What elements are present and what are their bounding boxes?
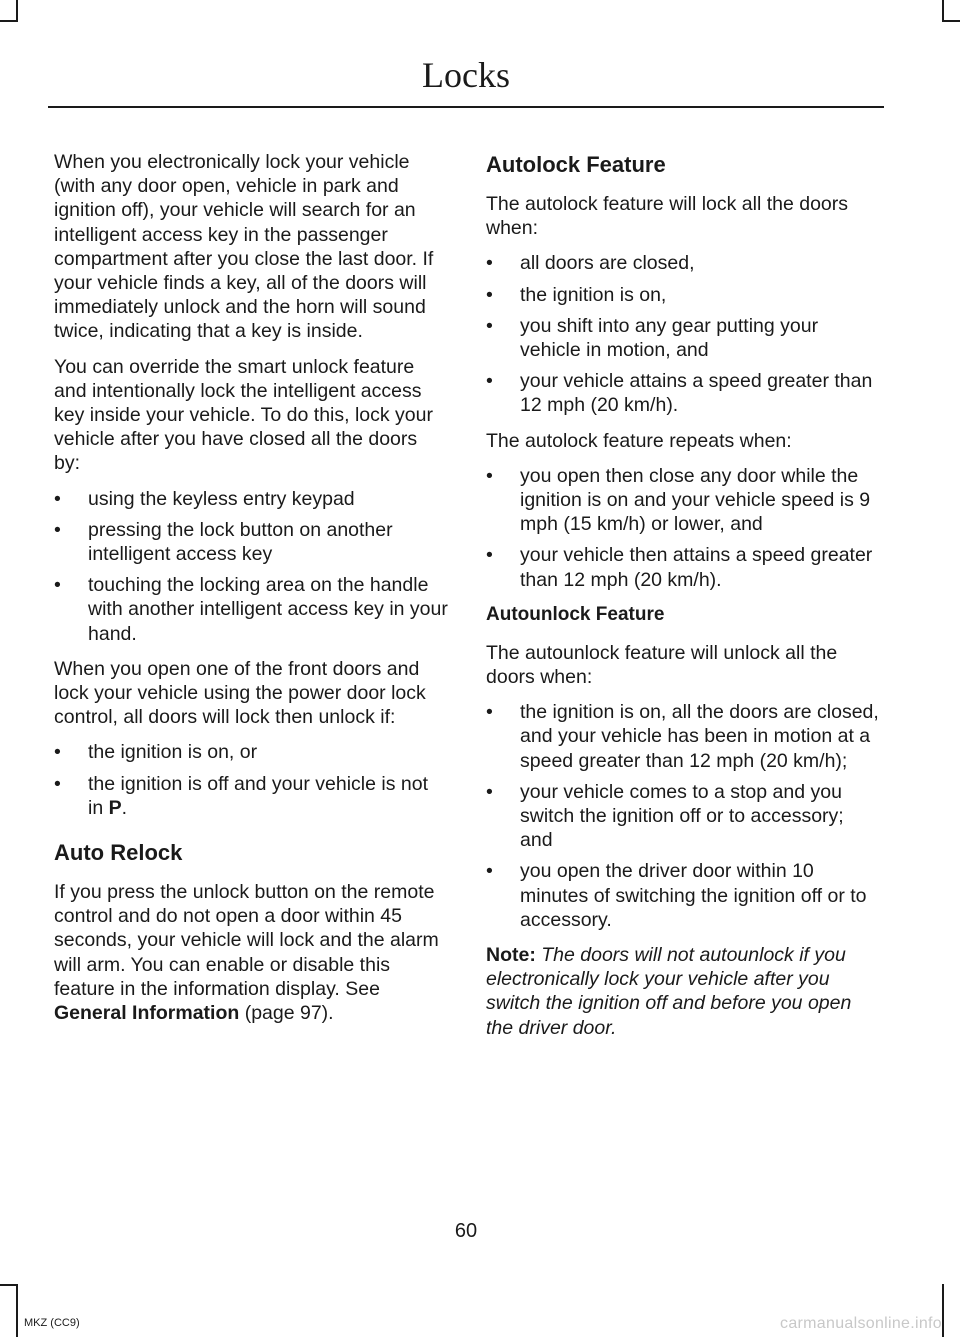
bullet-icon: • (54, 518, 61, 541)
autounlock-conditions-list (486, 700, 880, 932)
list-item (486, 859, 880, 932)
list-item-text: . (121, 796, 128, 819)
watermark: carmanualsonline.info (780, 1315, 942, 1332)
note-paragraph (486, 943, 880, 1040)
list-item (54, 487, 448, 511)
bullet-icon: • (486, 464, 493, 487)
list-item (486, 543, 880, 591)
list-item (486, 251, 880, 275)
list-item (486, 314, 880, 362)
note-text: The doors will not autounlock if you electronically lock your vehicle after you switch the ignition off and before you open the driver door. (486, 944, 852, 1039)
repeat-conditions-list (486, 464, 880, 592)
bullet-icon: • (486, 860, 493, 883)
bullet-icon: • (486, 544, 493, 567)
list-item-text: you open the driver door within 10 minutes of switching the ignition off or to accessory. (520, 860, 867, 931)
bullet-icon: • (54, 741, 61, 764)
bullet-icon: • (486, 283, 493, 306)
list-item-text: you open then close any door while the ignition is on and your vehicle speed is 9 mph (15 km/h) or lower, and (520, 464, 871, 536)
page-title: Locks (422, 55, 510, 95)
autolock-intro: The autolock feature will lock all the doors when: (486, 193, 849, 240)
crop-mark (942, 0, 944, 22)
front-doors-paragraph: When you open one of the front doors and lock your vehicle using the power door lock control, all doors will lock then unlock if: (54, 657, 426, 729)
list-item (486, 369, 880, 417)
note-label: Note: (486, 944, 536, 967)
list-item (54, 518, 448, 566)
autolock-heading: Autolock Feature (486, 152, 666, 177)
autounlock-intro: The autounlock feature will unlock all the doors when: (486, 641, 838, 689)
crop-mark (944, 20, 960, 22)
list-item-text: all doors are closed, (520, 252, 695, 275)
list-item-text: touching the locking area on the handle with another intelligent access key in your hand. (88, 574, 448, 645)
bullet-icon: • (54, 487, 61, 510)
crop-mark (16, 1284, 18, 1337)
override-paragraph: You can override the smart unlock feature and intentionally lock the intelligent access key inside your vehicle. To do this, lock your vehicle after you have closed all the doors by: (54, 355, 433, 475)
autolock-conditions-list (486, 251, 880, 417)
list-item (54, 772, 448, 820)
repeat-intro: The autolock feature repeats when: (486, 429, 792, 452)
list-item-text: your vehicle then attains a speed greater than 12 mph (20 km/h). (520, 544, 873, 591)
list-item-text: using the keyless entry keypad (88, 487, 355, 510)
list-item (486, 283, 880, 307)
auto-relock-heading: Auto Relock (54, 840, 183, 866)
list-item-text: you shift into any gear putting your vehicle in motion, and (520, 314, 819, 362)
ignition-conditions-list (54, 740, 448, 820)
list-item (54, 740, 448, 764)
crop-mark (942, 1284, 944, 1337)
left-column (54, 150, 448, 1036)
list-item (486, 700, 880, 773)
bullet-icon: • (486, 370, 493, 393)
list-item-text: the ignition is on, all the doors are closed, and your vehicle has been in motion at a speed greater than 12 mph (20 km/h); (520, 701, 879, 772)
crop-mark (16, 0, 18, 22)
intro-paragraph: When you electronically lock your vehicle (with any door open, vehicle in park and ignition off), your vehicle will search for an intelligent access key in the passenger compartment after you close the last door. If your vehicle finds a key, all of the doors will immediately unlock and the horn will sound twice, indicating that a key is inside. (54, 151, 434, 343)
park-gear-label: P (108, 796, 122, 819)
bullet-icon: • (486, 780, 493, 803)
list-item-text: pressing the lock button on another intelligent access key (88, 518, 393, 566)
list-item-text: the ignition is off and your vehicle is not in (88, 772, 429, 819)
autounlock-heading: Autounlock Feature (486, 603, 665, 625)
cross-reference-link[interactable]: General Information (54, 1002, 240, 1025)
list-item-text: your vehicle comes to a stop and you switch the ignition off or to accessory; and (520, 780, 844, 852)
bullet-icon: • (54, 574, 61, 597)
lock-methods-list (54, 487, 448, 646)
header-divider (48, 106, 884, 108)
list-item-text: your vehicle attains a speed greater than 12 mph (20 km/h). (520, 370, 873, 417)
list-item-text: the ignition is on, or (88, 741, 258, 764)
page-reference: (page 97). (239, 1002, 334, 1025)
bullet-icon: • (486, 701, 493, 724)
bullet-icon: • (486, 252, 493, 275)
auto-relock-text: If you press the unlock button on the remote control and do not open a door within 45 seconds, your vehicle will lock and the alarm will arm. You can enable or disable this feature in the information display. See (54, 881, 439, 1000)
model-code: MKZ (CC9) (24, 1317, 80, 1329)
list-item (486, 464, 880, 537)
right-column (486, 150, 880, 1051)
bullet-icon: • (486, 314, 493, 337)
crop-mark (0, 20, 16, 22)
list-item (54, 573, 448, 646)
list-item-text: the ignition is on, (520, 283, 667, 306)
auto-relock-paragraph (54, 880, 448, 1025)
list-item (486, 780, 880, 853)
page-number: 60 (454, 1220, 478, 1242)
bullet-icon: • (54, 772, 61, 795)
crop-mark (0, 1284, 16, 1286)
